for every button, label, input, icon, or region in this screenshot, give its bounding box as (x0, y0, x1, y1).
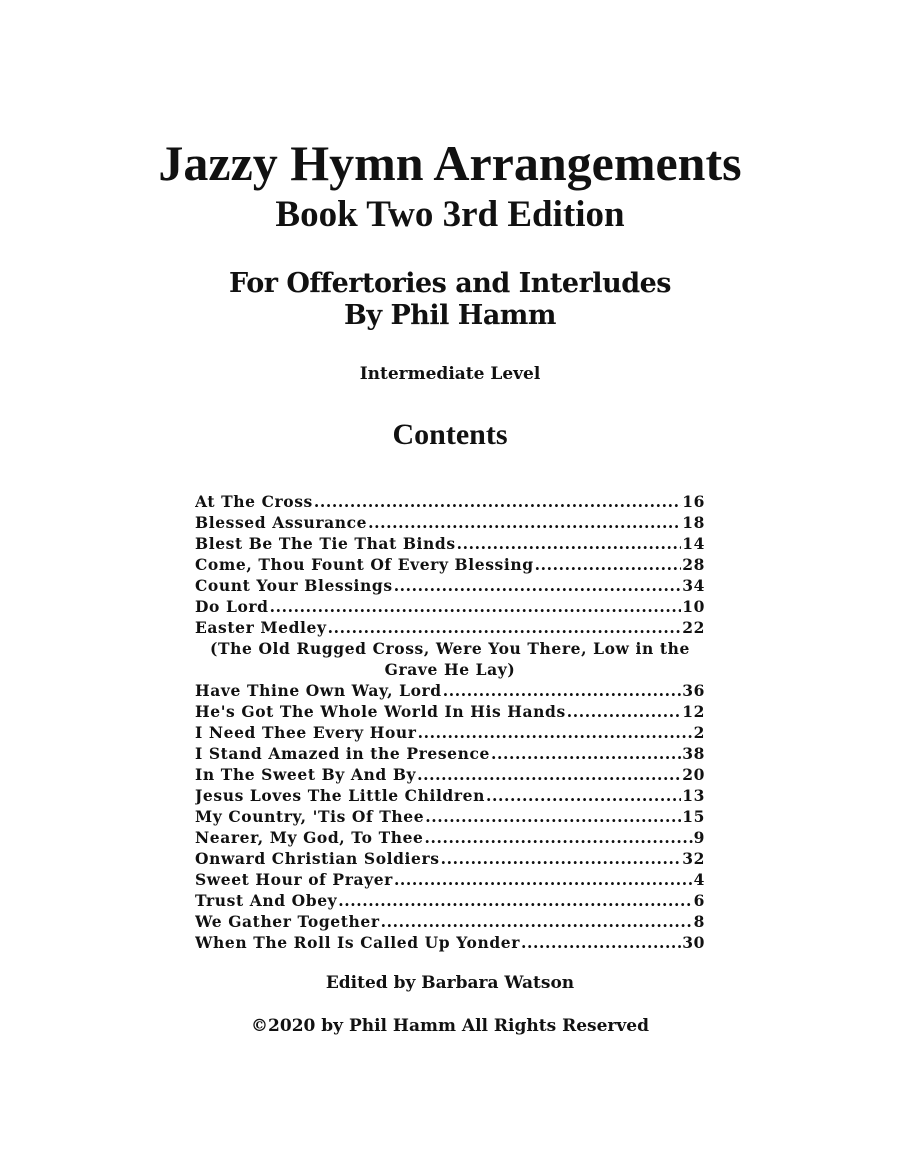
toc-dot-leader (270, 596, 682, 617)
toc-entry-title: Nearer, My God, To Thee (195, 828, 424, 847)
toc-dot-leader (443, 680, 681, 701)
toc-entry (195, 533, 705, 554)
contents-heading: Contents (392, 418, 508, 451)
book-subtitle: Book Two 3rd Edition (275, 194, 625, 235)
toc-entry (195, 806, 705, 827)
toc-entry (195, 890, 705, 911)
toc-entry (195, 722, 705, 743)
toc-dot-leader (381, 911, 693, 932)
toc-entry-page: 2 (693, 723, 705, 742)
toc-entry-page: 20 (682, 765, 705, 784)
toc-entry-title: When The Roll Is Called Up Yonder (195, 933, 521, 952)
toc-dot-leader (338, 890, 692, 911)
toc-dot-leader (417, 764, 681, 785)
toc-entry-title: I Stand Amazed in the Presence (195, 744, 490, 763)
table-of-contents (195, 491, 705, 953)
toc-entry-page: 6 (693, 891, 705, 910)
toc-entry-title: Easter Medley (195, 618, 327, 637)
toc-entry-title: Blessed Assurance (195, 513, 368, 532)
difficulty-level: Intermediate Level (359, 364, 541, 384)
toc-entry-page: 32 (682, 849, 705, 868)
toc-entry (195, 911, 705, 932)
copyright-notice: ©2020 by Phil Hamm All Rights Reserved (251, 1016, 649, 1036)
toc-dot-leader (368, 512, 681, 533)
book-purpose: For Offertories and Interludes (229, 268, 671, 299)
toc-entry (195, 701, 705, 722)
toc-entry (195, 617, 705, 638)
toc-dot-leader (314, 491, 681, 512)
toc-entry-page: 10 (682, 597, 705, 616)
toc-entry-title: Have Thine Own Way, Lord (195, 681, 442, 700)
toc-entry-title: In The Sweet By And By (195, 765, 417, 784)
editor-credit: Edited by Barbara Watson (325, 973, 575, 993)
toc-dot-leader (394, 575, 682, 596)
toc-dot-leader (491, 743, 681, 764)
toc-dot-leader (328, 617, 682, 638)
toc-dot-leader (418, 722, 693, 743)
toc-entry-title: Do Lord (195, 597, 269, 616)
toc-entry (195, 596, 705, 617)
book-author: By Phil Hamm (344, 300, 556, 331)
toc-entry (195, 827, 705, 848)
toc-entry-page: 36 (682, 681, 705, 700)
toc-entry-page: 28 (682, 555, 705, 574)
toc-entry-page: 13 (682, 786, 705, 805)
toc-entry (195, 764, 705, 785)
toc-entry (195, 554, 705, 575)
toc-entry-title: Blest Be The Tie That Binds (195, 534, 456, 553)
toc-entry (195, 491, 705, 512)
toc-entry-page: 15 (682, 807, 705, 826)
toc-entry-title: He's Got The Whole World In His Hands (195, 702, 566, 721)
toc-entry (195, 932, 705, 953)
toc-dot-leader (486, 785, 681, 806)
toc-dot-leader (425, 806, 681, 827)
toc-entry-page: 9 (693, 828, 705, 847)
book-title: Jazzy Hymn Arrangements (158, 135, 742, 191)
toc-entry-title: Trust And Obey (195, 891, 338, 910)
toc-entry-page: 4 (693, 870, 705, 889)
toc-entry-page: 18 (682, 513, 705, 532)
toc-entry-title: I Need Thee Every Hour (195, 723, 417, 742)
toc-entry-title: Count Your Blessings (195, 576, 393, 595)
toc-dot-leader (394, 869, 693, 890)
toc-entry (195, 680, 705, 701)
toc-entry (195, 512, 705, 533)
toc-entry (195, 848, 705, 869)
toc-entry-page: 14 (682, 534, 705, 553)
toc-dot-leader (535, 554, 682, 575)
toc-entry-page: 8 (693, 912, 705, 931)
toc-entry-title: Sweet Hour of Prayer (195, 870, 393, 889)
toc-dot-leader (457, 533, 682, 554)
toc-entry (195, 785, 705, 806)
toc-dot-leader (567, 701, 681, 722)
toc-entry-page: 34 (682, 576, 705, 595)
toc-entry-title: Onward Christian Soldiers (195, 849, 440, 868)
toc-entry-title: Come, Thou Fount Of Every Blessing (195, 555, 534, 574)
toc-entry (195, 869, 705, 890)
toc-entry-page: 30 (682, 933, 705, 952)
toc-entry-page: 12 (682, 702, 705, 721)
toc-entry-title: At The Cross (195, 492, 313, 511)
toc-dot-leader (441, 848, 682, 869)
toc-medley-note: (The Old Rugged Cross, Were You There, Low in the Grave He Lay) (210, 639, 690, 679)
toc-dot-leader (425, 827, 693, 848)
toc-entry-page: 38 (682, 744, 705, 763)
toc-entry-title: We Gather Together (195, 912, 380, 931)
toc-entry (195, 575, 705, 596)
toc-entry-title: My Country, 'Tis Of Thee (195, 807, 425, 826)
toc-entry-page: 16 (682, 492, 705, 511)
toc-entry-title: Jesus Loves The Little Children (195, 786, 485, 805)
toc-dot-leader (521, 932, 681, 953)
toc-entry (195, 743, 705, 764)
toc-entry-page: 22 (682, 618, 705, 637)
